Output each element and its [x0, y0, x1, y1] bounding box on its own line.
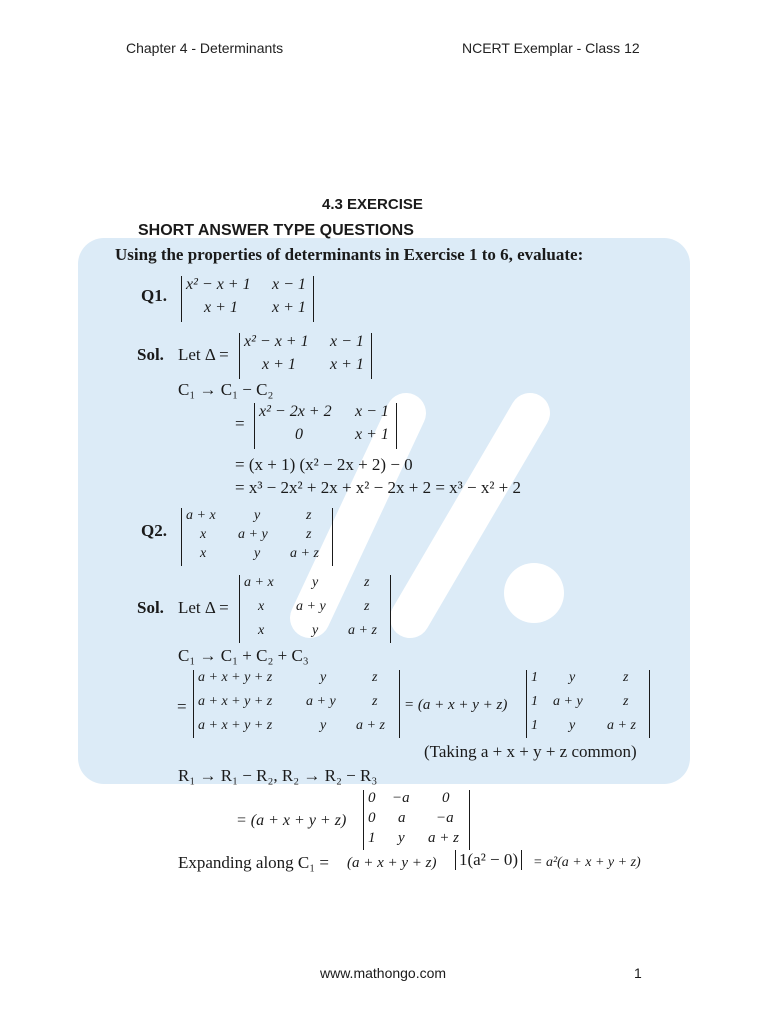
matrix-cell: z: [364, 599, 370, 614]
matrix-cell: z: [364, 575, 370, 590]
matrix-cell: y: [569, 718, 576, 733]
q1-determinant-delta: [239, 333, 372, 379]
section-title: 4.3 EXERCISE: [322, 196, 423, 213]
matrix-cell: y: [254, 508, 261, 523]
q2-common-factor: = (a + x + y + z): [404, 697, 508, 713]
matrix-cell: x + 1: [262, 356, 296, 373]
matrix-cell: 1: [531, 694, 538, 709]
q1-step-2: = x³ − 2x² + 2x + x² − 2x + 2 = x³ − x² + 2: [235, 478, 522, 497]
matrix-cell: x − 1: [355, 403, 389, 420]
equals-sign: =: [177, 697, 187, 716]
matrix-cell: a + y: [296, 599, 326, 614]
q2-expansion-factor: (a + x + y + z): [347, 855, 437, 871]
matrix-cell: y: [320, 718, 327, 733]
q2-determinant-summed: [193, 670, 400, 738]
footer-website: www.mathongo.com: [320, 965, 447, 981]
matrix-cell: a + z: [428, 830, 459, 846]
matrix-cell: −a: [392, 790, 410, 806]
matrix-cell: a + z: [607, 718, 636, 733]
matrix-cell: y: [254, 546, 261, 561]
q1-label: Q1.: [141, 286, 167, 305]
header-chapter: Chapter 4 - Determinants: [126, 40, 284, 56]
matrix-cell: y: [312, 575, 319, 590]
q2-label: Q2.: [141, 521, 167, 540]
matrix-cell: z: [623, 670, 629, 685]
q2-determinant-factored: [526, 670, 650, 738]
q2-determinant: [181, 508, 333, 566]
equals-sign: =: [235, 414, 245, 433]
matrix-cell: x: [258, 599, 265, 614]
matrix-cell: x − 1: [272, 276, 306, 293]
matrix-cell: a + x: [244, 575, 274, 590]
matrix-cell: x: [200, 527, 207, 542]
q2-column-operation: C₁ → C₁ + C₂ + C₃: [178, 646, 309, 665]
page-number: 1: [634, 965, 642, 981]
q2-common-factor-2: = (a + x + y + z): [236, 812, 347, 829]
matrix-cell: a + x + y + z: [198, 694, 273, 709]
q1-step-1: = (x + 1) (x² − 2x + 2) − 0: [235, 455, 413, 474]
matrix-cell: 0: [368, 810, 376, 826]
matrix-cell: x + 1: [355, 426, 389, 443]
q1-determinant: [181, 276, 314, 322]
matrix-cell: 0: [368, 790, 376, 806]
matrix-cell: 1: [531, 670, 538, 685]
matrix-cell: z: [306, 527, 312, 542]
matrix-cell: 1: [531, 718, 538, 733]
matrix-cell: x + 1: [330, 356, 364, 373]
matrix-cell: 1: [368, 830, 376, 846]
q2-determinant-reduced: [363, 790, 470, 850]
matrix-cell: 0: [295, 426, 303, 443]
matrix-cell: z: [372, 694, 378, 709]
matrix-cell: a + x: [186, 508, 216, 523]
q1-determinant-reduced: [254, 403, 397, 449]
q2-final-result: = a²(a + x + y + z): [533, 855, 641, 870]
matrix-cell: z: [306, 508, 312, 523]
q2-sol-label: Sol.: [137, 598, 164, 617]
matrix-cell: y: [398, 830, 405, 846]
matrix-cell: a + z: [356, 718, 385, 733]
instruction-text: Using the properties of determinants in Exercise 1 to 6, evaluate:: [115, 245, 584, 264]
matrix-cell: a + y: [306, 694, 336, 709]
matrix-cell: a + x + y + z: [198, 718, 273, 733]
matrix-cell: a: [398, 810, 406, 826]
matrix-cell: y: [569, 670, 576, 685]
q1-sol-label: Sol.: [137, 345, 164, 364]
q2-row-operation: R₁ → R₁ − R₂, R₂ → R₂ − R₃: [178, 766, 378, 785]
matrix-cell: y: [312, 623, 319, 638]
matrix-cell: x: [258, 623, 265, 638]
matrix-cell: a + z: [348, 623, 377, 638]
matrix-cell: a + y: [238, 527, 268, 542]
q2-determinant-delta: [239, 575, 391, 643]
matrix-cell: a + y: [553, 694, 583, 709]
matrix-cell: x: [200, 546, 207, 561]
matrix-cell: a + x + y + z: [198, 670, 273, 685]
matrix-cell: x² − 2x + 2: [259, 403, 332, 420]
matrix-cell: x + 1: [204, 299, 238, 316]
matrix-cell: z: [623, 694, 629, 709]
matrix-cell: x² − x + 1: [186, 276, 251, 293]
header-book: NCERT Exemplar - Class 12: [462, 40, 640, 56]
matrix-cell: x² − x + 1: [244, 333, 309, 350]
q2-let: Let Δ =: [178, 598, 229, 617]
q2-expansion-label: Expanding along C₁ =: [178, 853, 330, 872]
matrix-cell: −a: [436, 810, 454, 826]
q1-column-operation: C₁ → C₁ − C₂: [178, 380, 274, 399]
matrix-cell: a + z: [290, 546, 319, 561]
q2-taking-common-note: (Taking a + x + y + z common): [424, 742, 637, 761]
matrix-cell: y: [320, 670, 327, 685]
matrix-cell: z: [372, 670, 378, 685]
matrix-cell: x − 1: [330, 333, 364, 350]
section-subtitle: SHORT ANSWER TYPE QUESTIONS: [138, 222, 414, 239]
matrix-cell: x + 1: [272, 299, 306, 316]
matrix-cell: 0: [442, 790, 450, 806]
q1-let: Let Δ =: [178, 345, 229, 364]
q2-expansion-determinant: 1(a² − 0): [455, 850, 522, 870]
